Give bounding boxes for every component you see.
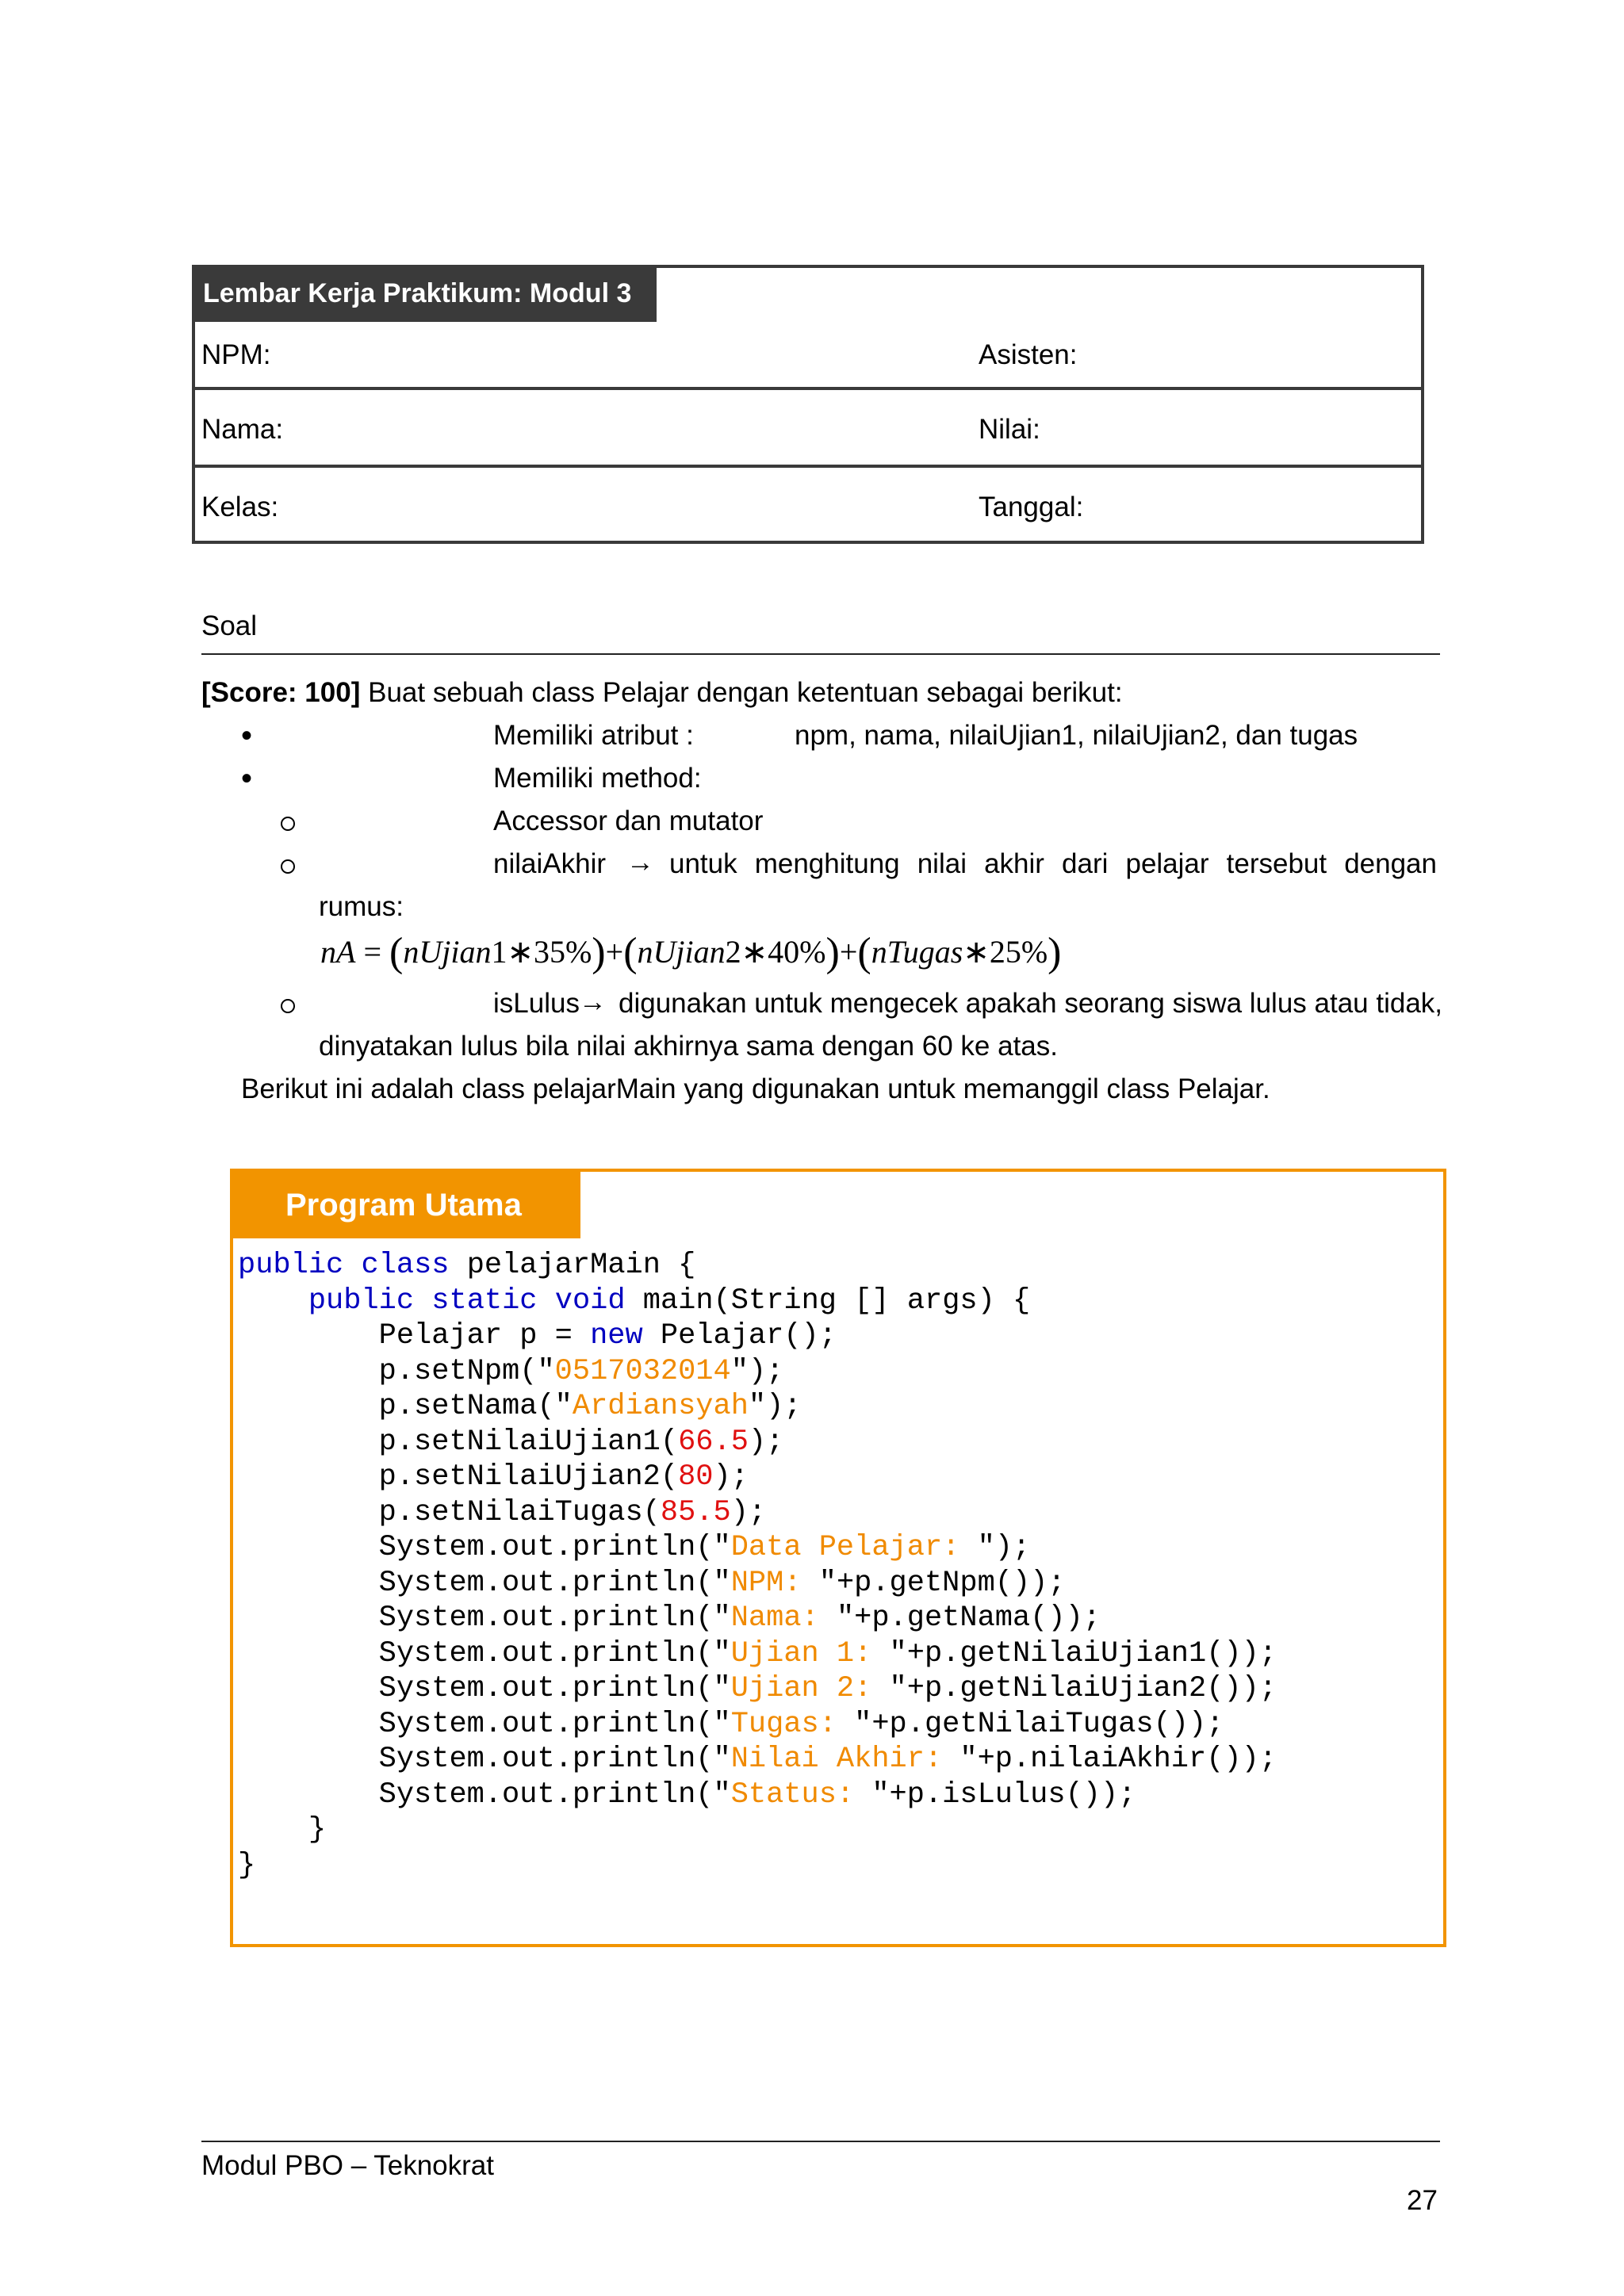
code-block xyxy=(238,1248,1277,1883)
sub-item-nilaiakhir-text: untuk menghitung nilai akhir dari pelajar tersebut dengan xyxy=(669,848,1437,879)
footer-divider xyxy=(201,2141,1440,2142)
code-line: System.out.println("Status: "+p.isLulus()); xyxy=(238,1777,1136,1812)
code-line: System.out.println("Tugas: "+p.getNilaiTugas()); xyxy=(238,1707,1224,1741)
worksheet-divider xyxy=(192,465,1424,468)
sub-item-islulus-text: digunakan untuk mengecek apakah seorang siswa lulus atau tidak, xyxy=(619,988,1443,1019)
bullet1-value: npm, nama, nilaiUjian1, nilaiUjian2, dan tugas xyxy=(795,720,1358,751)
code-line: System.out.println("Data Pelajar: "); xyxy=(238,1531,1031,1564)
bullet2-label: Memiliki method: xyxy=(493,763,702,794)
nilai-label: Nilai: xyxy=(979,414,1040,445)
score-label: [Score: 100] xyxy=(201,677,361,708)
code-line: System.out.println("Ujian 2: "+p.getNilaiUjian2()); xyxy=(238,1672,1277,1705)
arrow-icon: → xyxy=(626,847,654,878)
bullet-icon: • xyxy=(241,761,253,796)
code-line: System.out.println("Nilai Akhir: "+p.nilaiAkhir()); xyxy=(238,1743,1277,1776)
worksheet-divider xyxy=(192,387,1424,390)
arrow-icon: → xyxy=(579,986,607,1017)
code-line: System.out.println("Ujian 1: "+p.getNilaiUjian1()); xyxy=(238,1636,1277,1670)
code-line: p.setNpm("0517032014"); xyxy=(238,1354,784,1388)
sub-bullet-icon xyxy=(281,999,295,1013)
code-line: } xyxy=(238,1813,327,1846)
code-line: public class pelajarMain { xyxy=(238,1249,696,1282)
code-line: p.setNilaiUjian2(80); xyxy=(238,1460,749,1494)
npm-label: NPM: xyxy=(201,339,271,370)
code-line: p.setNilaiUjian1(66.5); xyxy=(238,1425,784,1459)
code-line: Pelajar p = new Pelajar(); xyxy=(238,1319,837,1353)
kelas-label: Kelas: xyxy=(201,492,279,522)
program-tab-label: Program Utama xyxy=(233,1172,580,1238)
tanggal-label: Tanggal: xyxy=(979,492,1084,522)
page-number: 27 xyxy=(1407,2185,1438,2216)
sub-item-accessor: Accessor dan mutator xyxy=(493,806,764,836)
soal-heading: Soal xyxy=(201,610,258,641)
code-line: public static void main(String [] args) { xyxy=(308,1284,1031,1318)
sub-bullet-icon xyxy=(281,859,295,874)
code-line: p.setNama("Ardiansyah"); xyxy=(238,1390,802,1423)
sub-item-islulus-name: isLulus xyxy=(493,988,580,1019)
code-line: System.out.println("Nama: "+p.getNama()); xyxy=(238,1601,1101,1635)
formula: nA = (nUjian1∗35%)+(nUjian2∗40%)+(nTugas∗25%) xyxy=(320,930,1062,975)
sub-item-islulus-cont: dinyatakan lulus bila nilai akhirnya sama dengan 60 ke atas. xyxy=(319,1031,1058,1062)
intro-text: Buat sebuah class Pelajar dengan ketentuan sebagai berikut: xyxy=(360,677,1123,708)
code-line: System.out.println("NPM: "+p.getNpm()); xyxy=(238,1566,1066,1600)
code-line: p.setNilaiTugas(85.5); xyxy=(238,1495,767,1529)
soal-divider xyxy=(201,653,1440,655)
sub-bullet-icon xyxy=(281,817,295,831)
sub-item-nilaiakhir-name: nilaiAkhir xyxy=(493,848,606,879)
worksheet-title: Lembar Kerja Praktikum: Modul 3 xyxy=(192,265,657,322)
footer-text: Modul PBO – Teknokrat xyxy=(201,2150,494,2181)
bullet-icon: • xyxy=(241,718,253,753)
asisten-label: Asisten: xyxy=(979,339,1078,370)
sub-item-nilaiakhir-cont: rumus: xyxy=(319,891,404,922)
code-line: } xyxy=(238,1848,256,1882)
nama-label: Nama: xyxy=(201,414,284,445)
soal-intro xyxy=(201,677,1123,709)
closing-text: Berikut ini adalah class pelajarMain yang digunakan untuk memanggil class Pelajar. xyxy=(241,1073,1270,1104)
bullet1-label: Memiliki atribut : xyxy=(493,720,694,751)
